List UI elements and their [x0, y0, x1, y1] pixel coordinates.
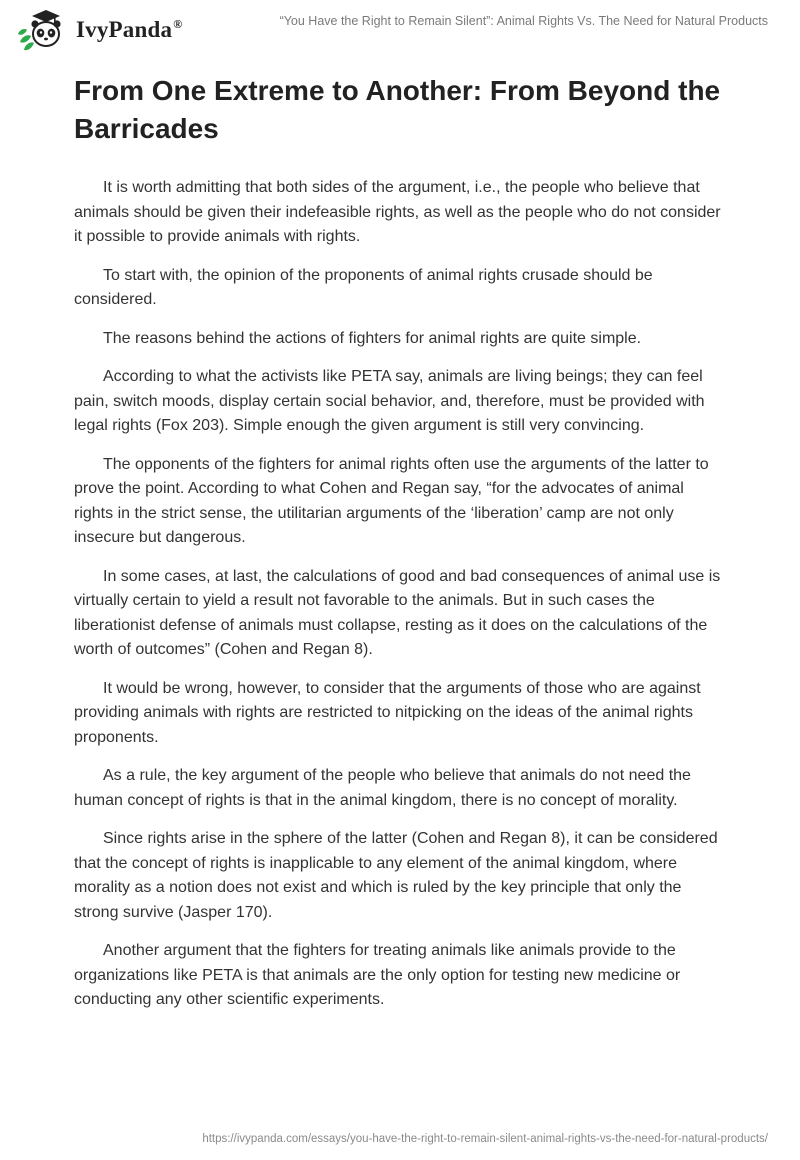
paragraph: It is worth admitting that both sides of the argument, i.e., the people who believe that animals should be given their indefeasible rights, as well as the people who do not consider it possible to provide animals with rights. [74, 179, 721, 245]
paragraph: In some cases, at last, the calculations of good and bad consequences of animal use is virtually certain to yield a result not favorable to the animals. But in such cases the liberationist defense of animals must collapse, resting as it does on the calculations of the worth of outcomes” (Cohen and Regan 8). [74, 567, 721, 658]
panda-graduate-icon [14, 8, 74, 52]
paragraph: The opponents of the fighters for animal rights often use the arguments of the latter to prove the point. According to what Cohen and Regan say, “for the advocates of animal rights in the strict sense, the utilitarian arguments of the ‘liberation’ camp are not only insecure but dangerous. [74, 455, 709, 546]
registered-mark: ® [173, 17, 183, 32]
source-url[interactable]: https://ivypanda.com/essays/you-have-the-right-to-remain-silent-animal-rights-vs-the-need-for-natural-products/ [202, 1133, 768, 1145]
paragraph: Another argument that the fighters for treating animals like animals provide to the organizations like PETA is that animals are the only option for testing new medicine or conducting any other scientific experiments. [74, 942, 681, 1008]
paragraph: According to what the activists like PETA say, animals are living beings; they can feel pain, switch moods, display certain social behavior, and, therefore, must be provided with legal rights (Fox 203). Simple enough the given argument is still very convincing. [74, 368, 705, 434]
paragraph: The reasons behind the actions of fighters for animal rights are quite simple. [103, 329, 642, 347]
paragraph: As a rule, the key argument of the people who believe that animals do not need the human concept of rights is that in the animal kingdom, there is no concept of morality. [74, 767, 691, 809]
paragraph: It would be wrong, however, to consider that the arguments of those who are against providing animals with rights are restricted to nitpicking on the ideas of the animal rights proponents. [74, 679, 701, 746]
brand-name: IvyPanda® [76, 17, 183, 42]
paragraph: To start with, the opinion of the proponents of animal rights crusade should be considered. [74, 266, 653, 308]
paragraph: Since rights arise in the sphere of the latter (Cohen and Regan 8), it can be considered that the concept of rights is inapplicable to any element of the animal kingdom, where morality as a notion does not exist and which is ruled by the key principle that only the strong survive (Jasper 170). [74, 830, 718, 921]
article-body [74, 72, 726, 1027]
section-heading: From One Extreme to Another: From Beyond the Barricades [74, 75, 721, 144]
page-header [0, 0, 800, 56]
document-title: “You Have the Right to Remain Silent”: Animal Rights Vs. The Need for Natural Products [279, 14, 768, 28]
ivypanda-logo[interactable] [14, 8, 182, 52]
